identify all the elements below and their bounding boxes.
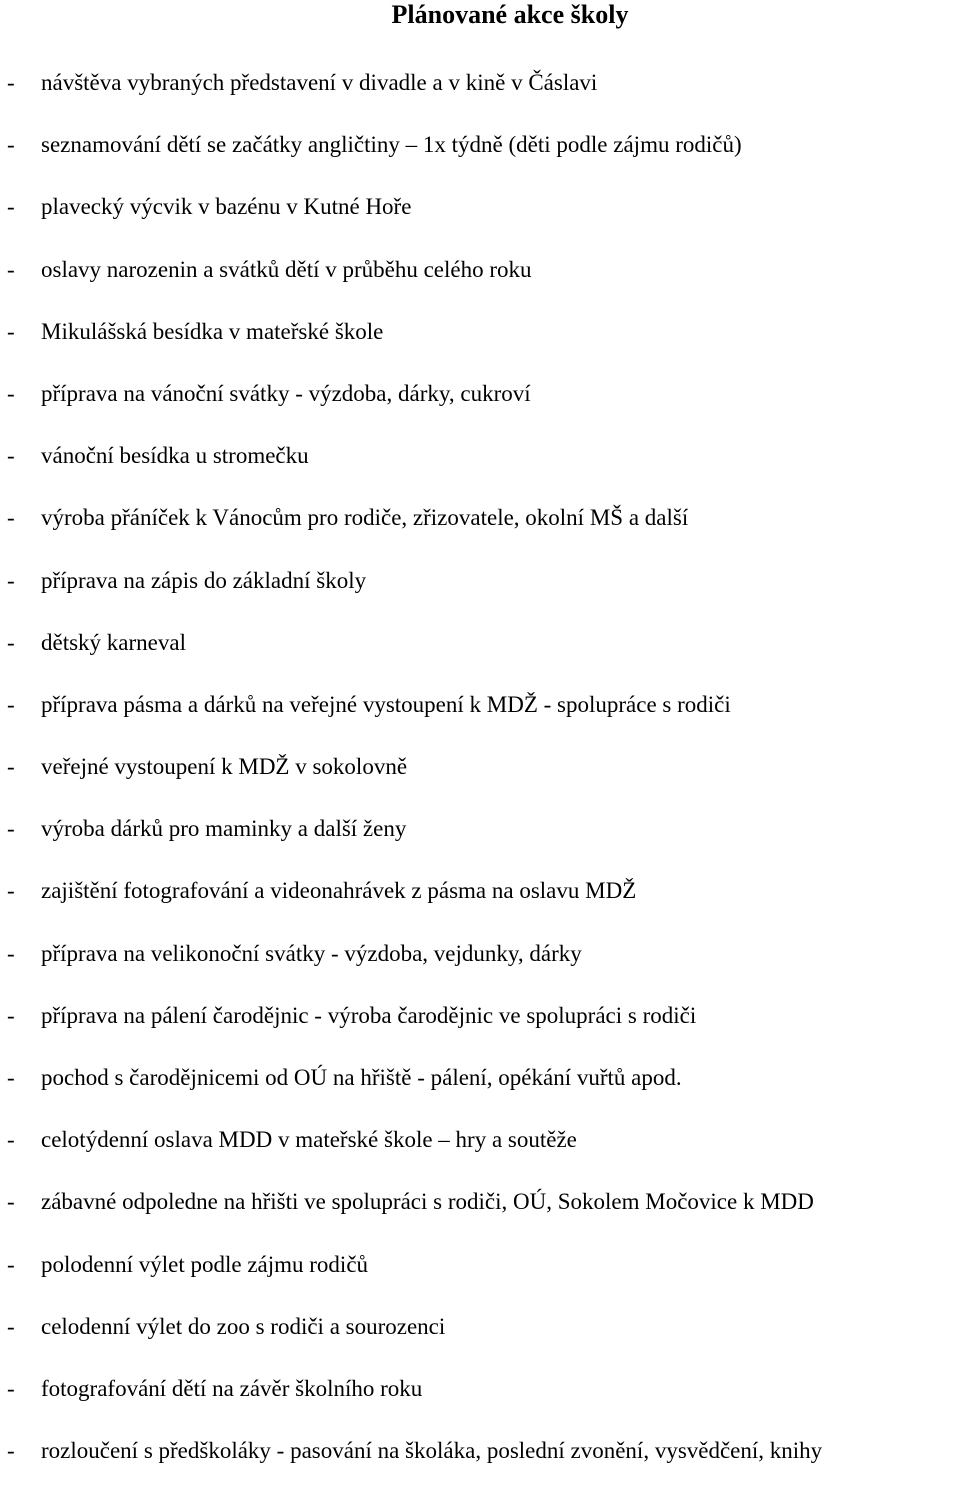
list-item-text: rozloučení s předškoláky - pasování na školáka, poslední zvonění, vysvědčení, knihy [41,1438,823,1464]
list-item [0,130,960,192]
list-bullet: - [7,691,15,717]
list-bullet: - [7,380,15,406]
list-bullet: - [7,194,15,220]
list-item [0,317,960,379]
list-item-text: celotýdenní oslava MDD v mateřské škole – hry a soutěže [41,1127,577,1153]
list-bullet: - [7,256,15,282]
list-item [0,1001,960,1063]
list-item [0,192,960,254]
list-item [0,566,960,628]
list-item-text: příprava na velikonoční svátky - výzdoba, vejdunky, dárky [41,940,582,966]
list-bullet: - [7,505,15,531]
list-item-text: zajištění fotografování a videonahrávek z pásma na oslavu MDŽ [41,878,637,904]
list-item-text: vánoční besídka u stromečku [41,443,309,469]
list-bullet: - [7,629,15,655]
list-bullet: - [7,1375,15,1401]
list-item [0,876,960,938]
list-item-text: pochod s čarodějnicemi od OÚ na hřiště - pálení, opékání vuřtů apod. [41,1065,682,1090]
list-bullet: - [7,318,15,344]
list-item-text: zábavné odpoledne na hřišti ve spolupráci s rodiči, OÚ, Sokolem Močovice k MDD [41,1189,814,1215]
list-bullet: - [7,443,15,469]
list-item [0,68,960,130]
list-item-text: fotografování dětí na závěr školního roku [41,1375,423,1401]
list-bullet: - [7,1189,15,1215]
list-item [0,255,960,317]
list-item-text: příprava na vánoční svátky - výzdoba, dárky, cukroví [41,380,531,406]
list-item [0,503,960,565]
list-item-text: příprava na pálení čarodějnic - výroba čarodějnic ve spolupráci s rodiči [41,1002,697,1028]
list-item-text: seznamování dětí se začátky angličtiny – 1x týdně (děti podle zájmu rodičů) [41,132,742,158]
list-item [0,690,960,752]
list-item [0,379,960,441]
list-bullet: - [7,1251,15,1277]
list-bullet: - [7,70,15,95]
activity-list [0,68,960,1498]
list-bullet: - [7,940,15,966]
list-item-text: polodenní výlet podle zájmu rodičů [41,1251,369,1277]
list-item [0,1436,960,1498]
list-item [0,939,960,1001]
list-item-text: návštěva vybraných představení v divadle a v kině v Čáslavi [41,70,598,95]
list-bullet: - [7,132,15,158]
list-item-text: veřejné vystoupení k MDŽ v sokolovně [41,754,408,780]
list-item-text: výroba dárků pro maminky a další ženy [41,816,407,842]
list-item [0,814,960,876]
list-bullet: - [7,1002,15,1028]
list-item-text: příprava na zápis do základní školy [41,567,367,593]
list-bullet: - [7,567,15,593]
page-title: Plánované akce školy [391,0,629,29]
list-item [0,441,960,503]
list-bullet: - [7,1313,15,1339]
list-item-text: příprava pásma a dárků na veřejné vystoupení k MDŽ - spolupráce s rodiči [41,691,731,717]
list-item [0,1125,960,1187]
list-item-text: plavecký výcvik v bazénu v Kutné Hoře [41,194,412,220]
list-item [0,1250,960,1312]
list-item [0,1374,960,1436]
list-item [0,752,960,814]
list-item-text: dětský karneval [41,629,186,655]
list-item [0,1312,960,1374]
list-bullet: - [7,878,15,904]
list-item-text: celodenní výlet do zoo s rodiči a sourozenci [41,1313,446,1339]
list-item-text: Mikulášská besídka v mateřské škole [41,318,384,344]
list-item-text: výroba přáníček k Vánocům pro rodiče, zřizovatele, okolní MŠ a další [41,505,689,531]
list-item [0,1063,960,1125]
list-item-text: oslavy narozenin a svátků dětí v průběhu celého roku [41,256,532,282]
list-bullet: - [7,1065,15,1090]
list-item [0,628,960,690]
list-item [0,1187,960,1249]
list-bullet: - [7,754,15,780]
list-bullet: - [7,1438,15,1464]
list-bullet: - [7,1127,15,1153]
list-bullet: - [7,816,15,842]
